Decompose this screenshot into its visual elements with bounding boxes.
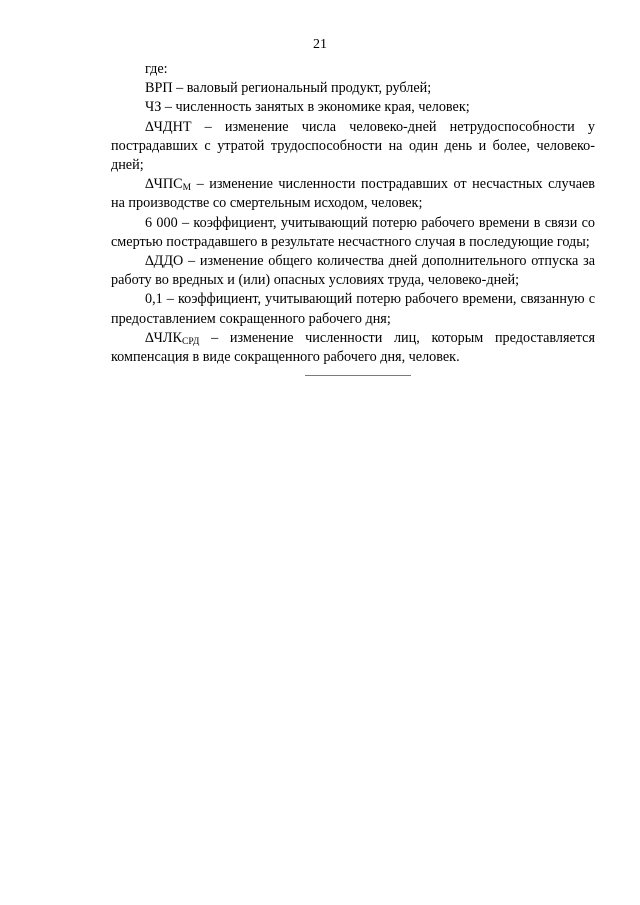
page-number: 21 <box>313 37 327 52</box>
term-description: – численность занятых в экономике края, человек; <box>161 99 470 116</box>
term-symbol: 6 000 <box>145 214 178 231</box>
term-description: – изменение численности лиц, которым предоставляется компенсация в виде сокращенного рабочего дня, человек. <box>111 329 595 366</box>
term-symbol: $\Delta ЧЛК_{СРД}$ <box>145 329 200 347</box>
definition-chlk <box>111 329 595 367</box>
where-label: где: <box>145 61 168 77</box>
definition-ddo <box>111 252 595 290</box>
term-symbol: 0,1 <box>145 291 163 308</box>
definition-coef-6000 <box>111 214 595 252</box>
term-subscript: СРД <box>182 336 200 347</box>
definition-vrp <box>111 79 595 98</box>
term-description: – изменение числа человеко-дней нетрудоспособности у пострадавших с утратой трудоспособности на один день и более, человеко-дней; <box>111 118 595 174</box>
definition-chz <box>111 98 595 117</box>
document-body <box>111 60 595 367</box>
term-symbol: ∆ЧДНТ <box>145 118 192 135</box>
term-description: – валовый региональный продукт, рублей; <box>172 80 432 97</box>
term-symbol: ВРП <box>145 80 173 97</box>
term-symbol: $\Delta ЧПС_М$ <box>145 176 192 194</box>
term-description: – коэффициент, учитывающий потерю рабочего времени, связанную с предоставлением сокращенного рабочего дня; <box>111 291 595 327</box>
definition-chps <box>111 175 595 213</box>
term-symbol: ∆ДДО <box>145 253 184 270</box>
term-description: – изменение общего количества дней дополнительного отпуска за работу во вредных и (или) опасных условиях труда, человеко-дней; <box>111 253 595 289</box>
definition-chdnt <box>111 118 595 176</box>
definition-coef-0-1 <box>111 290 595 328</box>
term-subscript: М <box>182 183 192 194</box>
term-symbol: ЧЗ <box>145 99 162 116</box>
end-divider <box>305 375 411 376</box>
term-description: – коэффициент, учитывающий потерю рабочего времени в связи со смертью пострадавшего в результате несчастного случая в последующие годы; <box>111 214 596 250</box>
term-description: – изменение численности пострадавших от несчастных случаев на производстве со смертельным исходом, человек; <box>111 176 595 212</box>
